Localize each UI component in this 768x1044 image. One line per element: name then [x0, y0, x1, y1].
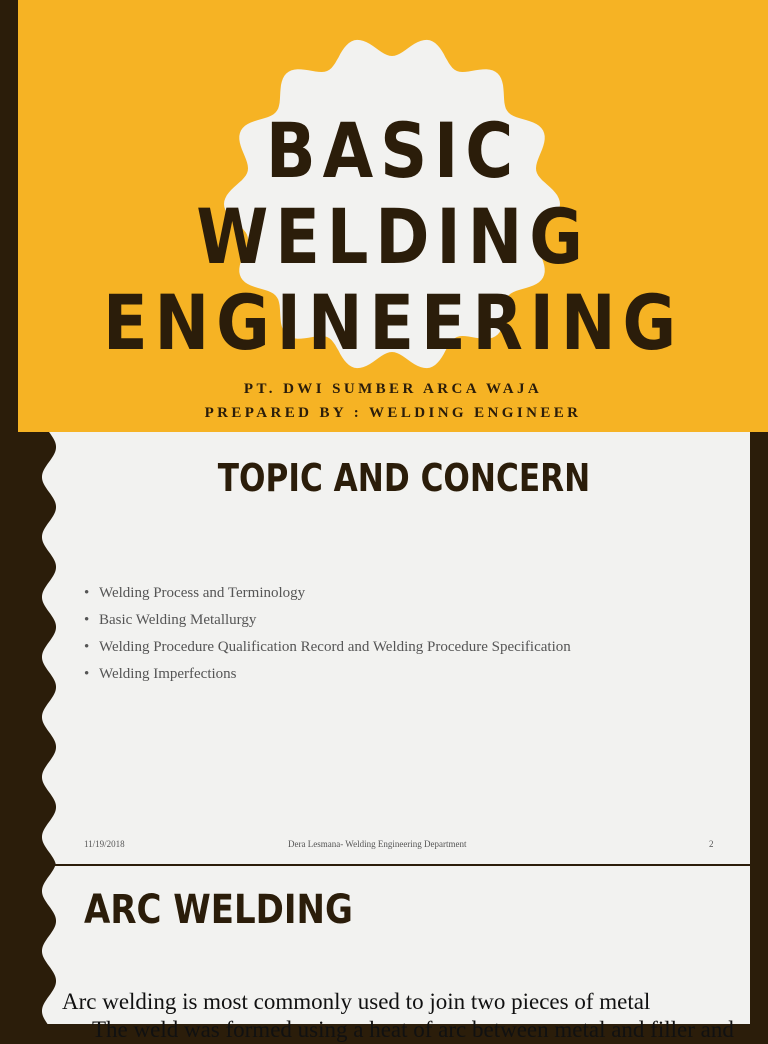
footer-page-number: 2	[709, 839, 714, 849]
slide-title	[71, 108, 716, 366]
arc-welding-body-line1: Arc welding is most commonly used to join two pieces of metal	[62, 989, 651, 1014]
company-name: PT. DWI SUMBER ARCA WAJA	[243, 381, 543, 397]
arc-welding-body-line2: The weld was formed using a heat of arc between metal and filler and	[92, 1017, 734, 1042]
list-item: • Welding Process and Terminology	[84, 582, 571, 609]
topic-slide	[0, 432, 768, 864]
topic-heading: TOPIC AND CONCERN	[217, 456, 591, 500]
list-item: • Welding Imperfections	[84, 663, 571, 690]
topic-list	[84, 582, 571, 690]
slide-subtitle	[18, 377, 768, 425]
title-slide	[0, 0, 768, 432]
footer-date: 11/19/2018	[84, 839, 125, 849]
arc-welding-heading: ARC WELDING	[84, 887, 353, 933]
slide-title-line2: ENGINEERING	[103, 278, 683, 367]
list-item: • Welding Procedure Qualification Record and Welding Procedure Specification	[84, 636, 571, 663]
footer-department: Dera Lesmana- Welding Engineering Department	[288, 839, 467, 849]
arc-welding-slide	[0, 866, 768, 1042]
slide-title-line1: BASIC WELDING	[196, 106, 590, 281]
list-item: • Basic Welding Metallurgy	[84, 609, 571, 636]
prepared-by: PREPARED BY : WELDING ENGINEER	[204, 405, 582, 421]
